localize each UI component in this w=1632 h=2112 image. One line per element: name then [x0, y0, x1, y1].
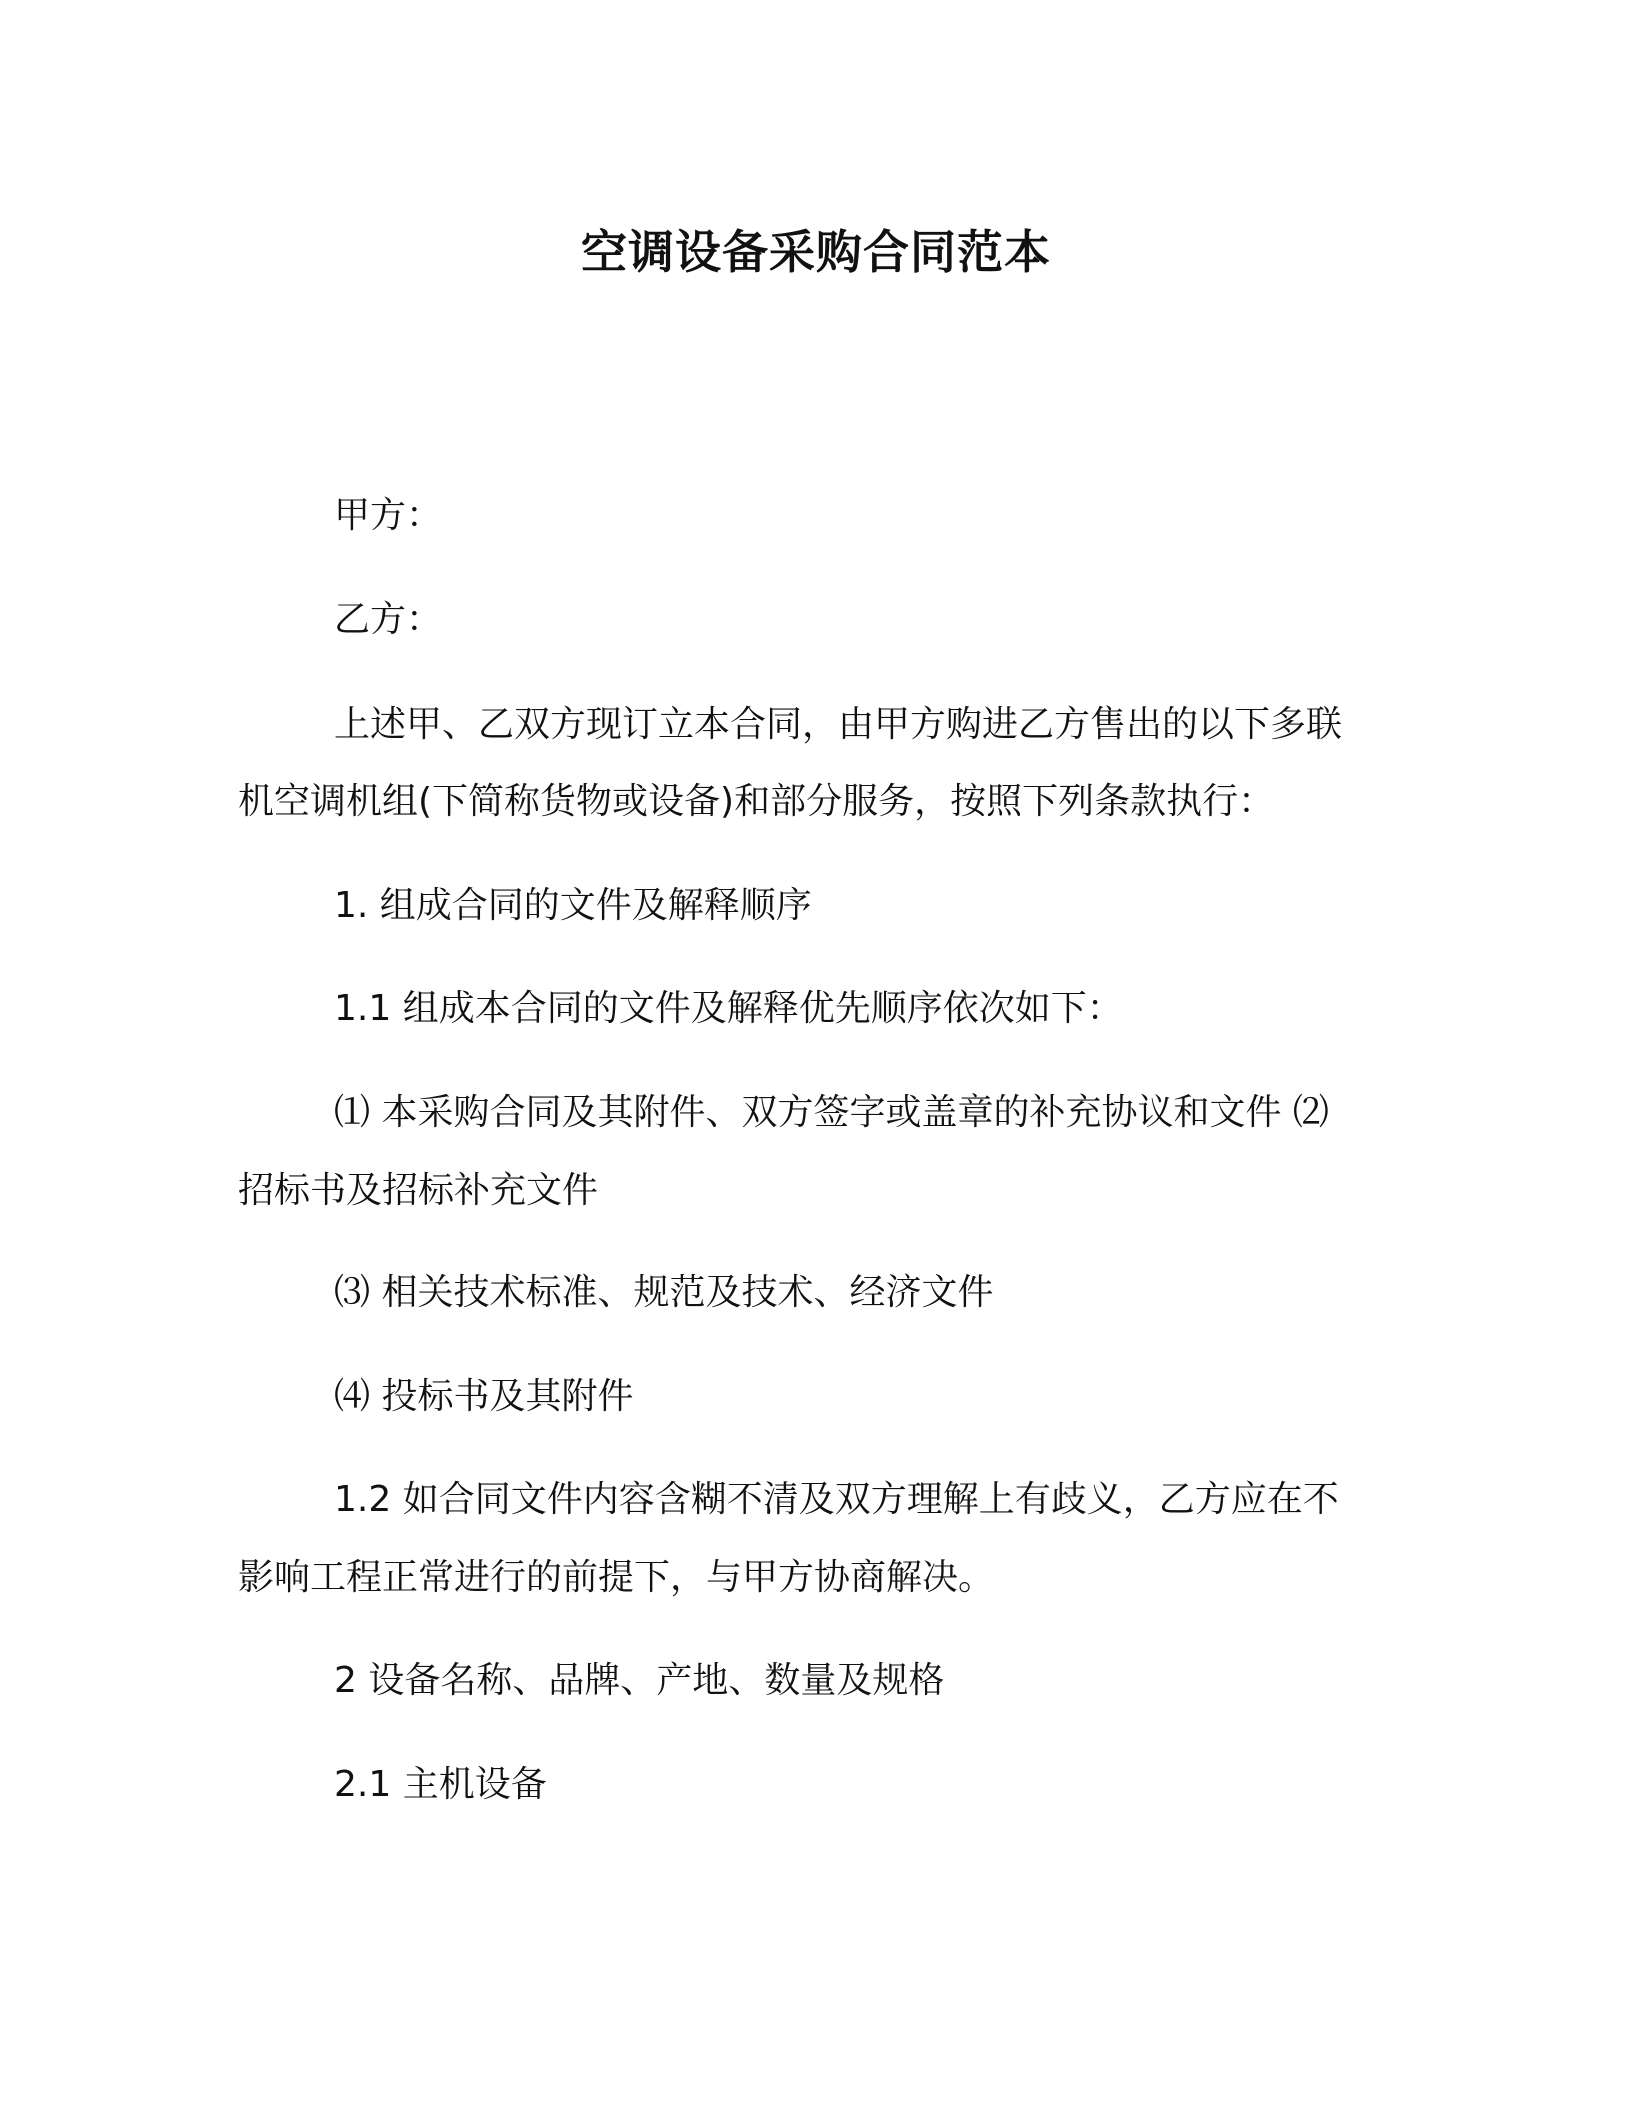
party-b-label: 乙方： [334, 599, 443, 640]
list-item-1-2-line-2: 招标书及招标补充文件 [238, 1170, 599, 1211]
section-1-heading: 1. 组成合同的文件及解释顺序 [334, 885, 812, 926]
section-2-heading: 2 设备名称、品牌、产地、数量及规格 [334, 1660, 945, 1701]
clause-1-1: 1.1 组成本合同的文件及解释优先顺序依次如下： [334, 988, 1123, 1029]
list-item-1-2-line-1: ⑴ 本采购合同及其附件、双方签字或盖章的补充协议和文件 ⑵ [334, 1092, 1329, 1133]
clause-1-2-line-2: 影响工程正常进行的前提下，与甲方协商解决。 [238, 1557, 995, 1598]
intro-line-1: 上述甲、乙双方现订立本合同，由甲方购进乙方售出的以下多联 [334, 704, 1343, 745]
intro-line-2: 机空调机组(下简称货物或设备)和部分服务，按照下列条款执行： [238, 781, 1275, 822]
clause-1-2-line-1: 1.2 如合同文件内容含糊不清及双方理解上有歧义，乙方应在不 [334, 1479, 1339, 1520]
list-item-3: ⑶ 相关技术标准、规范及技术、经济文件 [334, 1272, 994, 1313]
list-item-4: ⑷ 投标书及其附件 [334, 1376, 634, 1417]
clause-2-1: 2.1 主机设备 [334, 1764, 547, 1805]
document-title: 空调设备采购合同范本 [581, 225, 1051, 279]
party-a-label: 甲方： [334, 495, 443, 536]
